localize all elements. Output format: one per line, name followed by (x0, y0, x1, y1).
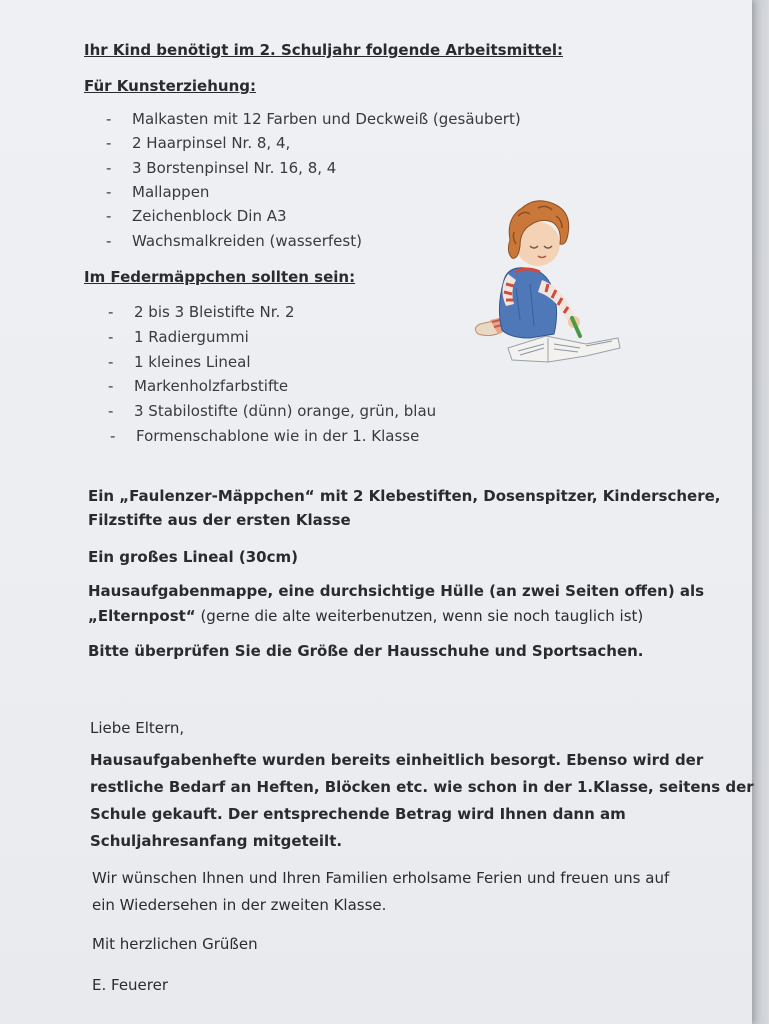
elternpost-label: „Elternpost“ (88, 607, 196, 625)
list-dash: - (106, 159, 112, 177)
pencil-case-item: Formenschablone wie in der 1. Klasse (136, 427, 420, 445)
list-dash: - (108, 402, 114, 420)
pencil-case-item: 3 Stabilostifte (dünn) orange, grün, blau (134, 402, 437, 420)
page-heading: Ihr Kind benötigt im 2. Schuljahr folgende Arbeitsmittel: (84, 41, 564, 59)
faulenzer-line-2: Filzstifte aus der ersten Klasse (88, 511, 351, 529)
shoes-line: Bitte überprüfen Sie die Größe der Hausschuhe und Sportsachen. (88, 642, 644, 660)
letter-wish-line: ein Wiedersehen in der zweiten Klasse. (92, 896, 387, 914)
list-dash: - (106, 110, 112, 128)
pencil-case-item: 1 Radiergummi (134, 328, 249, 346)
ruler-line: Ein großes Lineal (30cm) (88, 548, 298, 566)
letter-wish-line: Wir wünschen Ihnen und Ihren Familien erholsame Ferien und freuen uns auf (92, 869, 670, 887)
list-dash: - (106, 207, 112, 225)
list-dash: - (108, 303, 114, 321)
art-item: 3 Borstenpinsel Nr. 16, 8, 4 (132, 159, 337, 177)
list-dash: - (108, 328, 114, 346)
list-dash: - (106, 134, 112, 152)
letter-signature: E. Feuerer (92, 976, 169, 994)
list-dash: - (108, 377, 114, 395)
letter-paragraph-line: Schule gekauft. Der entsprechende Betrag wird Ihnen dann am (90, 805, 626, 823)
letter-greeting: Liebe Eltern, (90, 719, 185, 737)
pencil-case-item: 2 bis 3 Bleistifte Nr. 2 (134, 303, 295, 321)
list-dash: - (110, 427, 116, 445)
folder-line-1: Hausaufgabenmappe, eine durchsichtige Hülle (an zwei Seiten offen) als (88, 582, 705, 600)
folder-line-2 (88, 606, 643, 626)
letter-paragraph-line: restliche Bedarf an Heften, Blöcken etc. wie schon in der 1.Klasse, seitens der (90, 778, 754, 796)
letter-paragraph-line: Hausaufgabenhefte wurden bereits einheitlich besorgt. Ebenso wird der (90, 751, 704, 769)
pencil-case-title: Im Federmäppchen sollten sein: (84, 268, 356, 286)
list-dash: - (106, 183, 112, 201)
art-item: Wachsmalkreiden (wasserfest) (132, 232, 362, 250)
pencil-case-item: Markenholzfarbstifte (134, 377, 289, 395)
art-item: 2 Haarpinsel Nr. 8, 4, (132, 134, 291, 152)
art-item: Zeichenblock Din A3 (132, 207, 287, 225)
list-dash: - (106, 232, 112, 250)
art-item: Mallappen (132, 183, 210, 201)
art-item: Malkasten mit 12 Farben und Deckweiß (gesäubert) (132, 110, 521, 128)
child-drawing-illustration (468, 188, 628, 380)
list-dash: - (108, 353, 114, 371)
pencil-case-item: 1 kleines Lineal (134, 353, 251, 371)
folder-line-2-rest: (gerne die alte weiterbenutzen, wenn sie noch tauglich ist) (195, 607, 644, 625)
table-edge (752, 0, 769, 1024)
letter-closing: Mit herzlichen Grüßen (92, 935, 258, 953)
faulenzer-line-1: Ein „Faulenzer-Mäppchen“ mit 2 Klebestiften, Dosenspitzer, Kinderschere, (88, 487, 721, 505)
letter-paragraph-line: Schuljahresanfang mitgeteilt. (90, 832, 343, 850)
art-section-title: Für Kunsterziehung: (84, 77, 257, 95)
